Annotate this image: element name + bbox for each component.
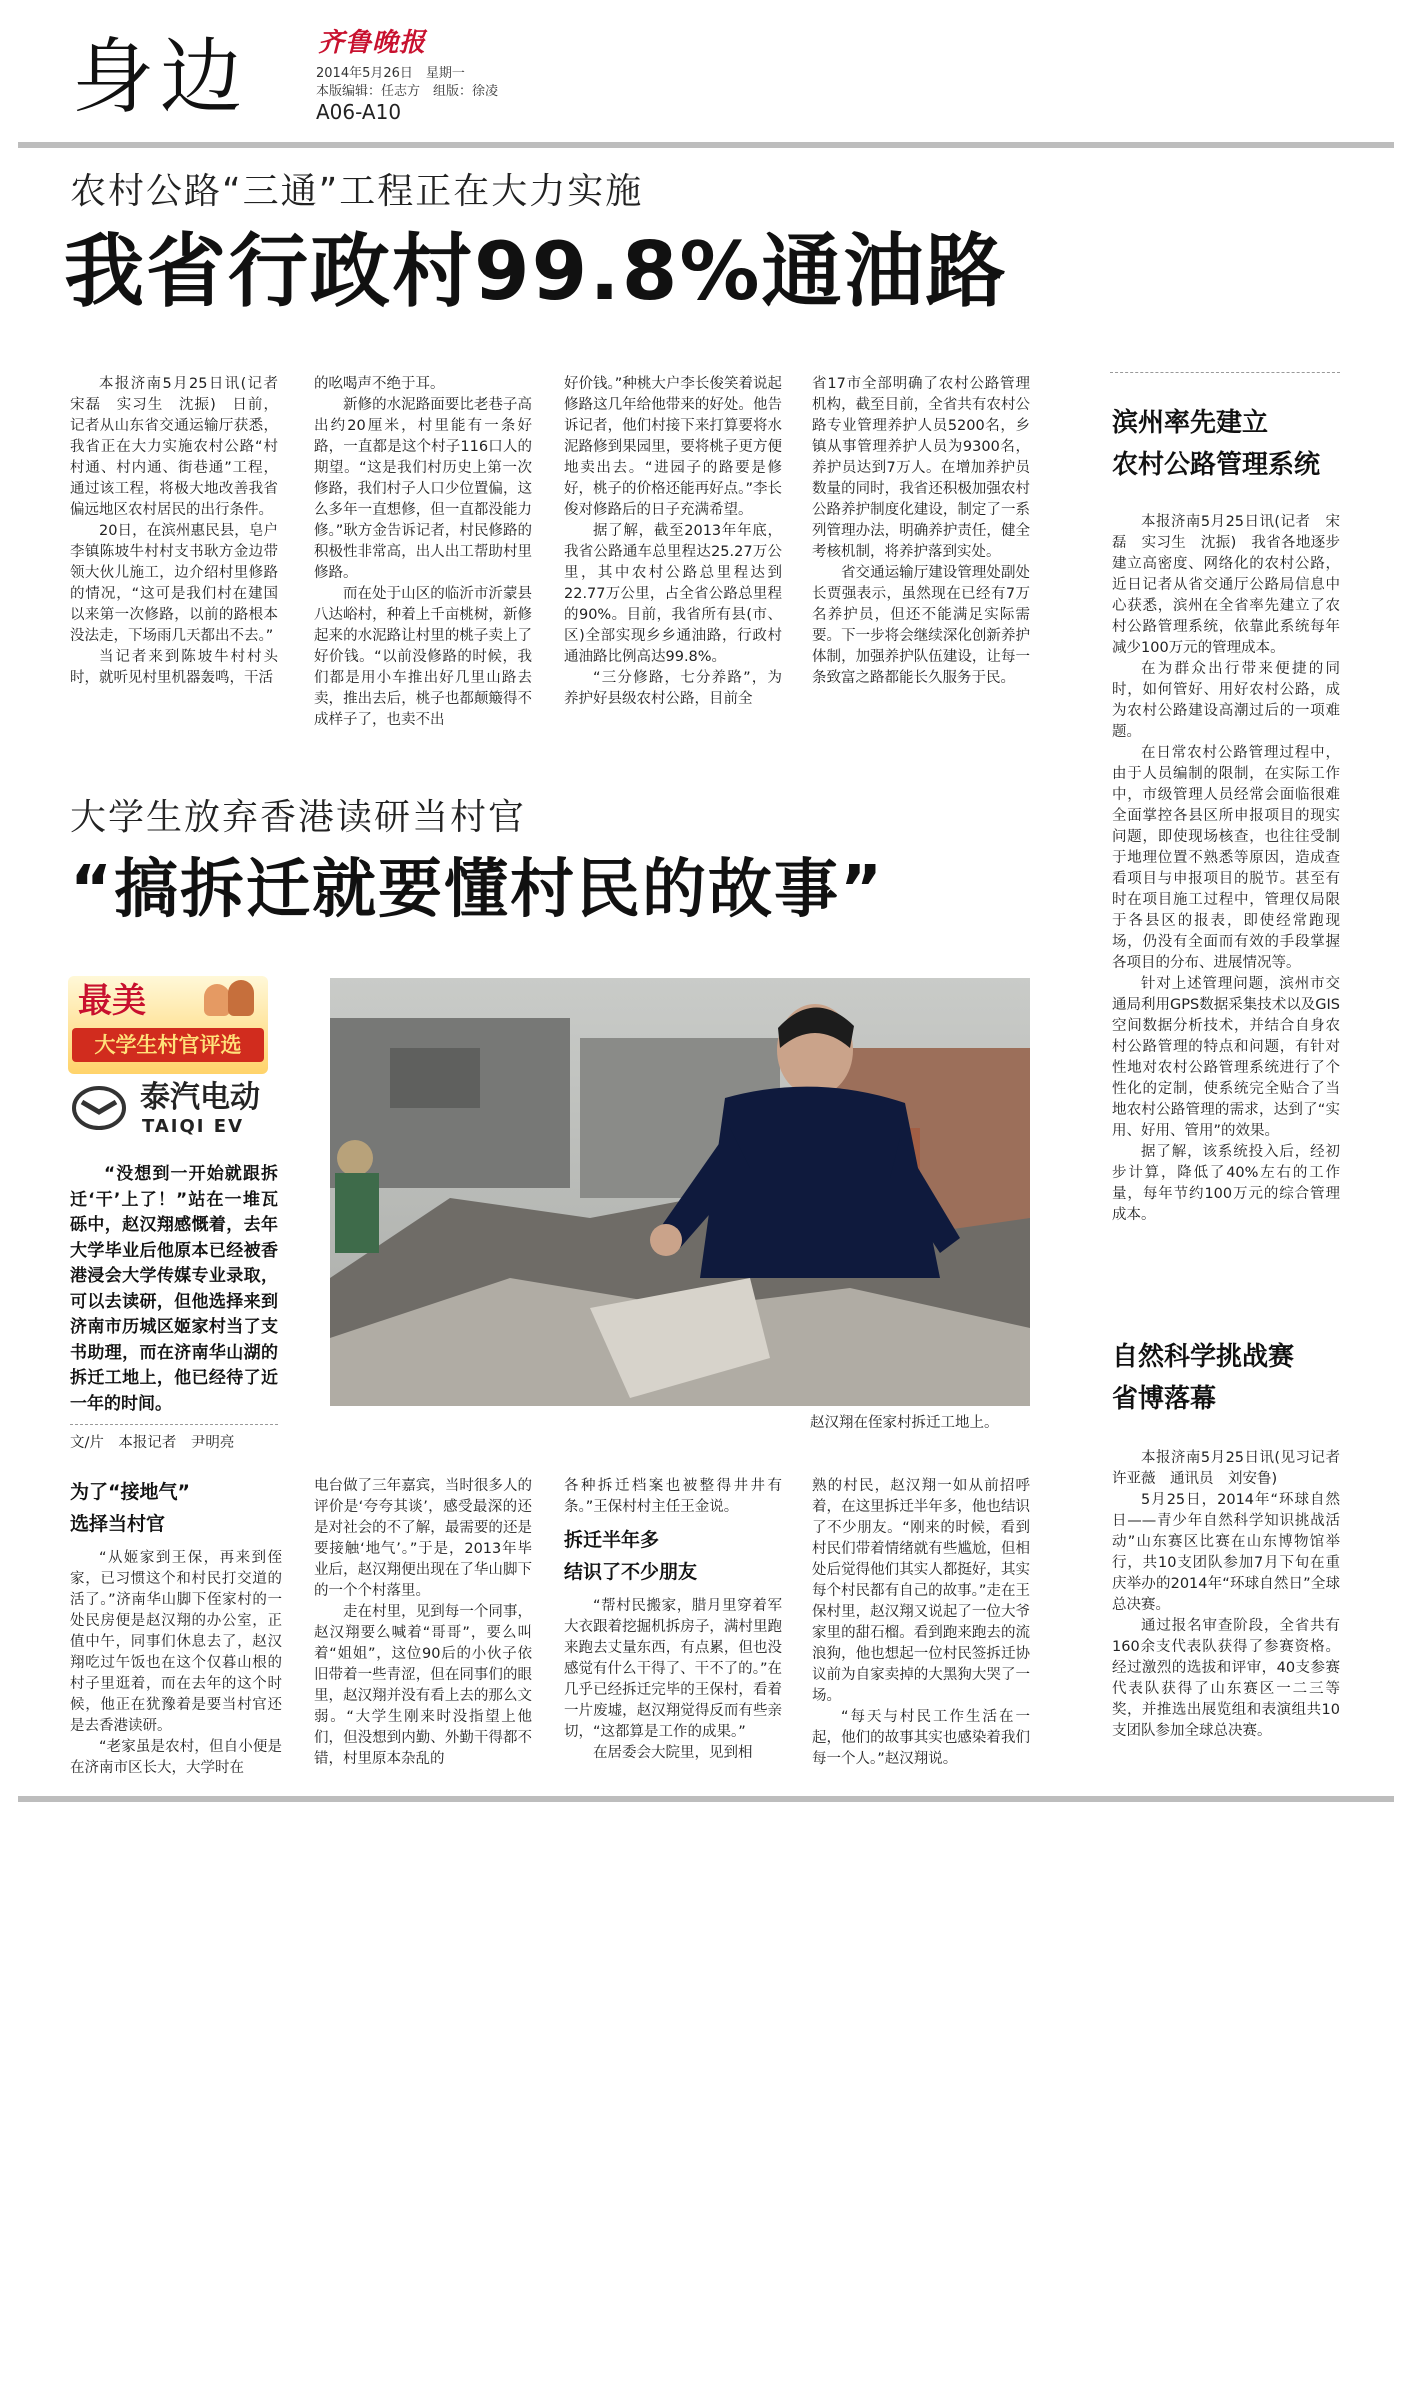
avatar-icon bbox=[204, 984, 230, 1016]
paragraph: 在为群众出行带来便捷的同时，如何管好、用好农村公路，成为农村公路建设高潮过后的一项难题。 bbox=[1112, 661, 1340, 740]
paragraph: 省交通运输厅建设管理处副处长贾强表示，虽然现在已经有7万名养护员，但还不能满足实际需要。下一步将会继续深化创新养护体制，加强养护队伍建设，让每一条致富之路都能长久服务于民。 bbox=[812, 565, 1030, 686]
paragraph: “三分修路，七分养路”，为养护好县级农村公路，目前全 bbox=[564, 670, 782, 707]
paragraph: 据了解，截至2013年年底，我省公路通车总里程达25.27万公里，其中农村公路总里程达到22.77万公里，占全省公路总里程的90%。目前，我省所有县(市、区)全部实现乡乡通油路，行政村通油路比例高达99.8%。 bbox=[564, 523, 782, 665]
story2-subhead2: 拆迁半年多 结识了不少朋友 bbox=[564, 1529, 698, 1583]
editors-line: 本版编辑：任志方 组版：徐凌 bbox=[316, 84, 499, 99]
section-title: 身边 bbox=[72, 30, 249, 125]
sponsor-name: 泰汽电动 bbox=[140, 1080, 260, 1115]
story1-headline: 我省行政村99.8%通油路 bbox=[64, 225, 1008, 318]
sidebar-top-rule bbox=[1110, 372, 1340, 373]
side2-body bbox=[1112, 1448, 1355, 1742]
story1-col1 bbox=[70, 374, 293, 689]
paragraph: 在居委会大院里，见到相 bbox=[593, 1745, 753, 1761]
paragraph: 据了解，该系统投入后，经初步计算，降低了40%左右的工作量，每年节约100万元的综合管理成本。 bbox=[1112, 1144, 1340, 1223]
paragraph: 通过报名审查阶段，全省共有160余支代表队获得了参赛资格。经过激烈的选拔和评审，40支参赛代表队获得了山东赛区一二三等奖，并推选出展览组和表演组共10支团队参加全球总决赛。 bbox=[1112, 1618, 1340, 1739]
award-badge bbox=[68, 976, 268, 1074]
story1-kicker: 农村公路“三通”工程正在大力实施 bbox=[70, 171, 644, 212]
story2-lead bbox=[70, 1162, 278, 1417]
lead-divider bbox=[70, 1424, 278, 1425]
headline-line: 滨州率先建立 bbox=[1112, 408, 1269, 438]
masthead-rule bbox=[18, 142, 1394, 148]
paragraph: 本报济南5月25日讯(记者 宋磊 实习生 沈振) 我省各地逐步建立高密度、网络化的农村公路，近日记者从省交通厅公路局信息中心获悉，滨州在全省率先建立了农村公路管理系统，依靠此系统每年减少100万元的管理成本。 bbox=[1112, 514, 1340, 656]
byline: 文/片 本报记者 尹明亮 bbox=[70, 1435, 235, 1451]
paragraph: 而在处于山区的临沂市沂蒙县八达峪村，种着上千亩桃树，新修起来的水泥路让村里的桃子卖上了好价钱。“以前没修路的时候，我们都是用小车推出好几里山路去卖，推出去后，桃子也都颠簸得不成样子了，也卖不出 bbox=[314, 586, 532, 728]
story2-kicker: 大学生放弃香港读研当村官 bbox=[70, 797, 527, 838]
side2-headline bbox=[1112, 1336, 1294, 1420]
paragraph: 的吆喝声不绝于耳。 bbox=[314, 376, 445, 392]
paragraph: “没想到一开始就跟拆迁‘干’上了！”站在一堆瓦砾中，赵汉翔感慨着，去年大学毕业后他原本已经被香港浸会大学传媒专业录取，可以去读研，但他选择来到济南市历城区姬家村当了支书助理，而在济南华山湖的拆迁工地上，他已经待了近一年的时间。 bbox=[70, 1164, 278, 1414]
story1-col3 bbox=[564, 374, 782, 710]
story2-photo bbox=[330, 978, 1030, 1406]
story2-headline: “搞拆迁就要懂村民的故事” bbox=[70, 853, 885, 927]
paragraph: 本报济南5月25日讯(记者 宋磊 实习生 沈振) 日前，记者从山东省交通运输厅获悉，我省正在大力实施农村公路“村村通、村内通、街巷通”工程，通过该工程，将极大地改善我省偏远地区农村居民的出行条件。 bbox=[70, 376, 293, 518]
headline-line: 农村公路管理系统 bbox=[1112, 450, 1321, 480]
paragraph: 好价钱。”种桃大户李长俊笑着说起修路这几年给他带来的好处。他告诉记者，他们村接下来打算要将水泥路修到果园里，要将桃子更方便地卖出去。“进园子的路要是修好，桃子的价格还能再好点。”李长俊对修路后的日子充满希望。 bbox=[564, 376, 782, 518]
side1-headline bbox=[1112, 402, 1320, 486]
paragraph: 在日常农村公路管理过程中，由于人员编制的限制，在实际工作中，市级管理人员经常会面临很难全面掌控各县区所申报项目的现实问题，即使现场核查，也往往受制于地理位置不熟悉等原因，造成查看项目与申报项目的脱节。甚至有时在项目施工过程中，管理仅局限于各县区的报表，即使经常跑现场，仍没有全面而有效的手段掌握各项目的分布、进展情况等。 bbox=[1112, 745, 1340, 971]
badge-title: 最美 bbox=[78, 981, 146, 1021]
paragraph: 5月25日，2014年“环球自然日——青少年自然科学知识挑战活动”山东赛区比赛在山东博物馆举行，共10支团队参加7月下旬在重庆举办的2014年“环球自然日”全球总决赛。 bbox=[1112, 1492, 1340, 1613]
story2-col3b bbox=[564, 1596, 782, 1764]
page-range: A06-A10 bbox=[316, 100, 402, 124]
paragraph: 当记者来到陈坡牛村村头时，就听见村里机器轰鸣，干活 bbox=[70, 649, 278, 686]
paragraph: 熟的村民，赵汉翔一如从前招呼着，在这里拆迁半年多，他也结识了不少朋友。“刚来的时候，看到村民们带着情绪就有些尴尬，但相处后觉得他们其实人都挺好，其实每个村民都有自己的故事。”走在王保村里，赵汉翔又说起了一位大爷家里的甜石榴。看到跑来跑去的流浪狗，他也想起一位村民签拆迁协议前为自家卖掉的大黑狗大哭了一场。 bbox=[812, 1478, 1030, 1704]
side1-body bbox=[1112, 512, 1340, 1226]
avatar-icon bbox=[228, 980, 254, 1016]
story2-col3 bbox=[564, 1476, 782, 1518]
paragraph: 走在村里，见到每一个同事，赵汉翔要么喊着“哥哥”，要么叫着“姐姐”，这位90后的小伙子依旧带着一些青涩，但在同事们的眼里，赵汉翔并没有看上去的那么文弱。“大学生刚来时没指望上他们，但没想到内勤、外勤干得都不错，村里原本杂乱的 bbox=[314, 1604, 532, 1767]
paragraph: 本报济南5月25日讯(见习记者 许亚薇 通讯员 刘安鲁) bbox=[1112, 1450, 1355, 1487]
story1-col2 bbox=[314, 374, 532, 731]
story1-col4 bbox=[812, 374, 1030, 689]
paragraph: 20日，在滨州惠民县，皂户李镇陈坡牛村村支书耿方金边带领大伙儿施工，边介绍村里修路的情况，“这可是我们村在建国以来第一次修路，以前的路根本没法走，下场雨几天都出不去。” bbox=[70, 523, 278, 644]
paragraph: 针对上述管理问题，滨州市交通局利用GPS数据采集技术以及GIS空间数据分析技术，并结合自身农村公路管理的特点和问题，有针对性地对农村公路管理系统进行了个性化的定制，使系统完全贴合了当地农村公路管理的需求，达到了“实用、好用、管用”的效果。 bbox=[1112, 976, 1340, 1139]
story2-col4 bbox=[812, 1476, 1030, 1770]
story2-col1 bbox=[70, 1548, 282, 1779]
bottom-rule bbox=[18, 1796, 1394, 1802]
badge-subtitle: 大学生村官评选 bbox=[72, 1028, 264, 1062]
paragraph: “老家虽是农村，但自小便是在济南市区长大，大学时在 bbox=[70, 1739, 282, 1776]
photo-caption: 赵汉翔在侄家村拆迁工地上。 bbox=[810, 1415, 999, 1431]
headline-line: 自然科学挑战赛 bbox=[1112, 1342, 1295, 1372]
headline-line: 省博落幕 bbox=[1112, 1384, 1217, 1414]
paragraph: “每天与村民工作生活在一起，他们的故事其实也感染着我们每一个人。”赵汉翔说。 bbox=[812, 1709, 1030, 1767]
paragraph: “帮村民搬家，腊月里穿着军大衣跟着挖掘机拆房子，满村里跑来跑去丈量东西，有点累，但也没感觉有什么干得了、干不了的。”在几乎已经拆迁完毕的王保村，看着一片废墟，赵汉翔觉得反而有些亲切，“这都算是工作的成果。” bbox=[564, 1598, 782, 1740]
paragraph: 新修的水泥路面要比老巷子高出约20厘米，村里能有一条好路，一直都是这个村子116口人的期望。“这是我们村历史上第一次修路，我们村子人口少位置偏，这么多年一直想修，但一直都没能力修。”耿方金告诉记者，村民修路的积极性非常高，出人出工帮助村里修路。 bbox=[314, 397, 532, 581]
paragraph: 各种拆迁档案也被整得井井有条。”王保村村主任王金说。 bbox=[564, 1478, 782, 1515]
paragraph: 省17市全部明确了农村公路管理机构，截至目前，全省共有农村公路专业管理养护人员5200名，乡镇从事管理养护人员为9300名，养护员达到7万人。在增加养护员数量的同时，我省还积极加强农村公路养护制度化建设，制定了一系列管理办法，明确养护责任，健全考核机制，将养护落到实处。 bbox=[812, 376, 1030, 560]
story2-subhead1: 为了“接地气” 选择当村官 bbox=[70, 1481, 190, 1535]
taiqi-logo-icon bbox=[72, 1086, 126, 1130]
paragraph: 电台做了三年嘉宾，当时很多人的评价是‘夸夸其谈’，感受最深的还是对社会的不了解，最需要的还是要接触‘地气’。”于是，2013年毕业后，赵汉翔便出现在了华山脚下的一个个村落里。 bbox=[314, 1478, 532, 1599]
paragraph: “从姬家到王保，再来到侄家，已习惯这个和村民打交道的活了。”济南华山脚下侄家村的一处民房便是赵汉翔的办公室，正值中午，同事们休息去了，赵汉翔吃过午饭也在这个仅暮山根的村子里逛着，而在去年的这个时候，他正在犹豫着是要当村官还是去香港读研。 bbox=[70, 1550, 282, 1734]
sponsor-subname: TAIQI EV bbox=[142, 1116, 245, 1137]
date-line: 2014年5月26日 星期一 bbox=[316, 66, 465, 81]
story2-col2 bbox=[314, 1476, 532, 1770]
paper-logo: 齐鲁晚报 bbox=[318, 28, 427, 58]
